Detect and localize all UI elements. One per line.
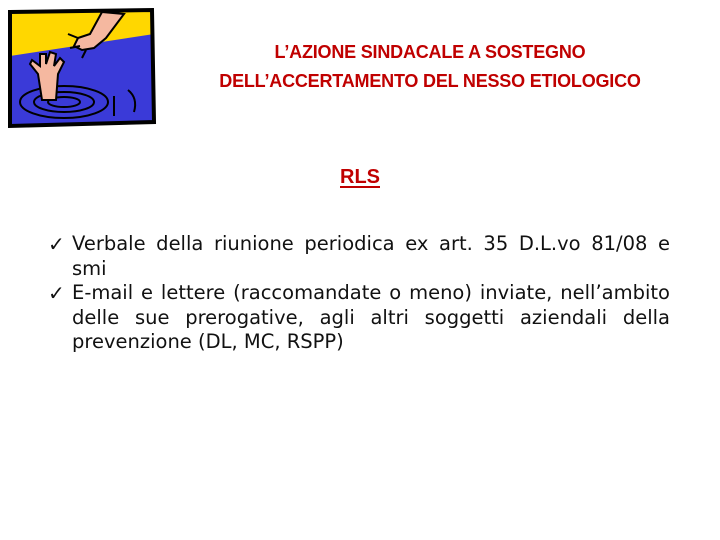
slide-title-line-2: DELL’ACCERTAMENTO DEL NESSO ETIOLOGICO — [219, 71, 641, 91]
section-title: RLS — [340, 166, 380, 188]
list-item — [48, 232, 670, 281]
checkmark-icon: ✓ — [48, 232, 65, 256]
slide-title-line-1: L’AZIONE SINDACALE A SOSTEGNO — [274, 42, 586, 62]
list-item-text: E-mail e lettere (raccomandate o meno) inviate, nell’ambito delle sue prerogative, agli altri soggetti aziendali della prevenzione (DL, MC, RSPP) — [72, 281, 670, 353]
checkmark-icon: ✓ — [48, 281, 65, 305]
list-item-text: Verbale della riunione periodica ex art. 35 D.L.vo 81/08 e smi — [72, 232, 670, 280]
bullet-list — [48, 232, 670, 355]
drowning-hand-rescue-icon — [2, 4, 158, 130]
slide-title — [170, 38, 690, 96]
list-item — [48, 281, 670, 355]
